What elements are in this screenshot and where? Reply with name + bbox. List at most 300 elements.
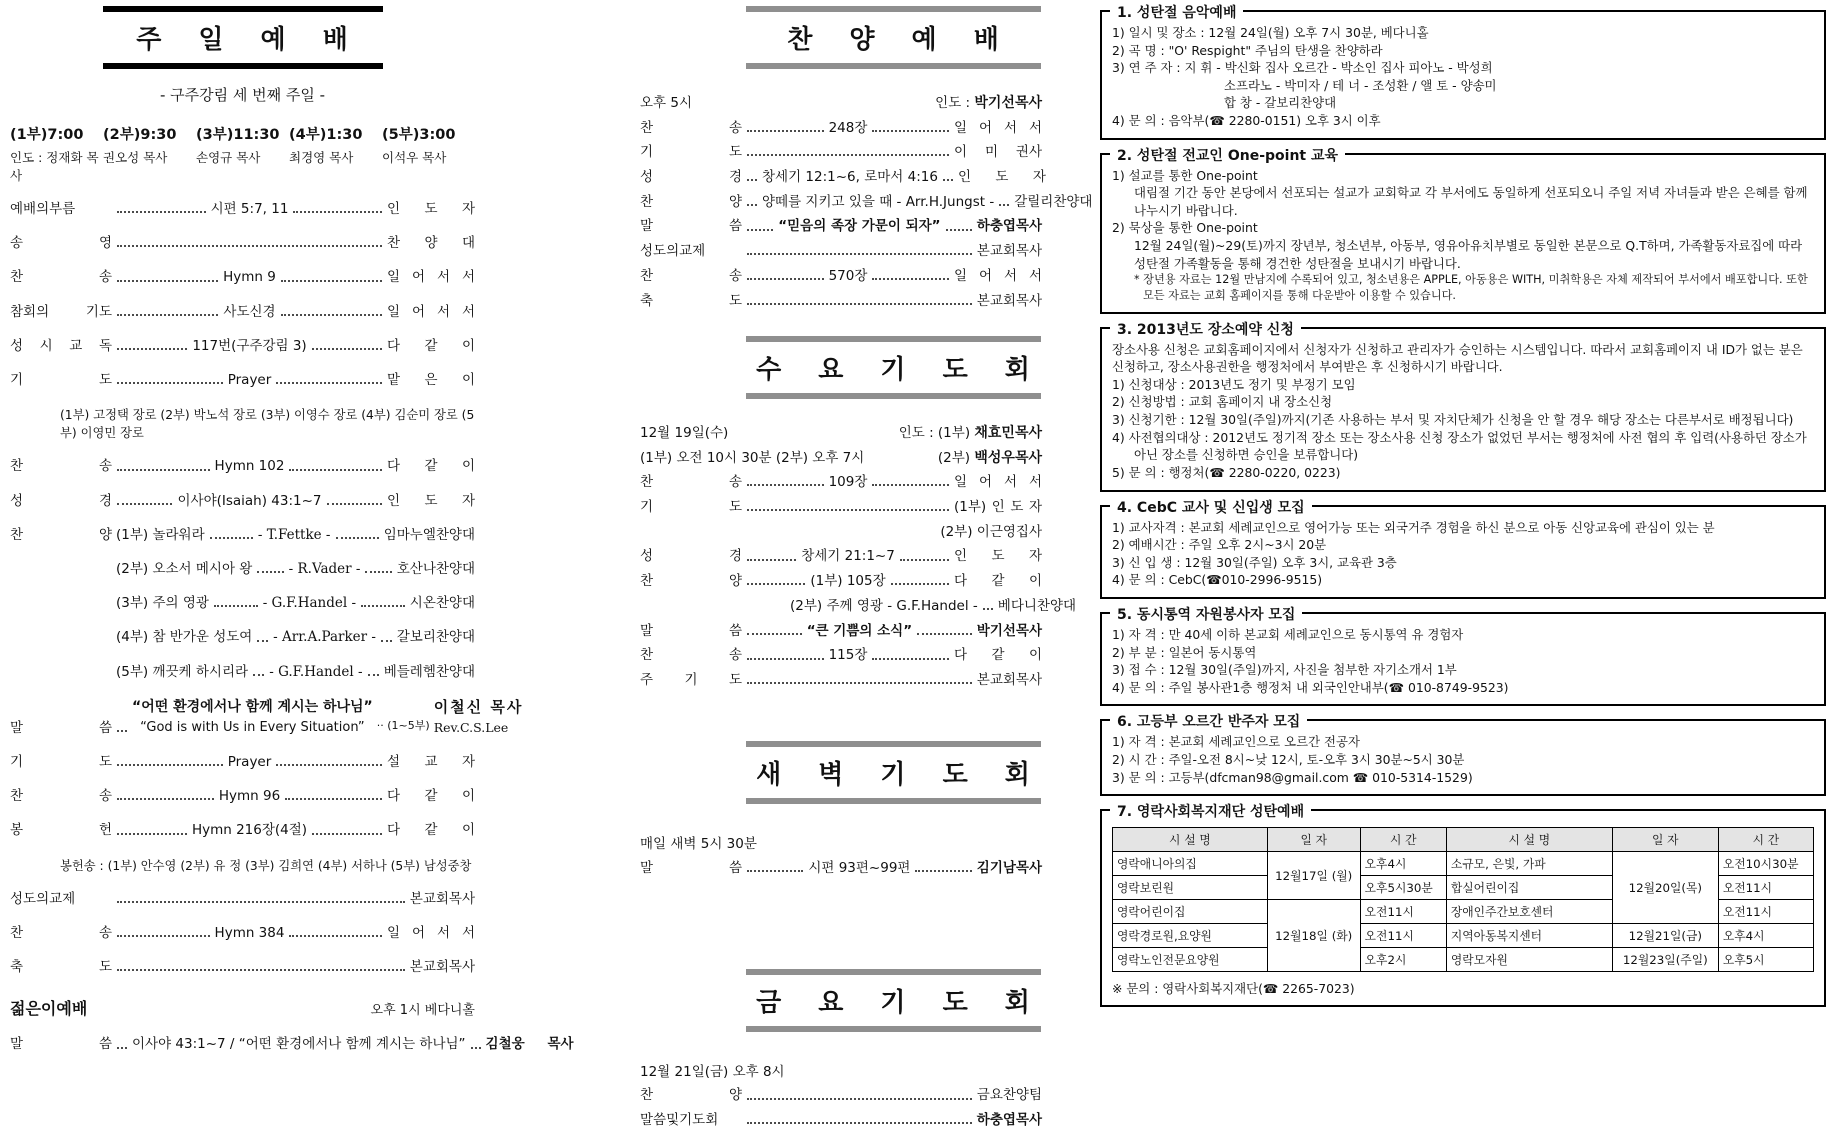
dotted-leader xyxy=(117,933,210,937)
dotted-leader xyxy=(891,581,949,585)
worship-row xyxy=(10,663,475,681)
sunday-worship-section xyxy=(10,0,574,1070)
praise-time: 오후 5시 xyxy=(640,95,693,111)
service-time-column xyxy=(196,123,289,184)
row-center: Prayer xyxy=(227,753,272,770)
table-header-cell: 일 자 xyxy=(1267,828,1360,852)
row-label: 송 영 xyxy=(10,235,112,252)
dotted-leader xyxy=(915,868,971,872)
dawn-time: 매일 새벽 5시 30분 xyxy=(640,836,757,853)
row-right: 다 같 이 xyxy=(954,647,1042,664)
notice-line: 12월 24일(월)~29(토)까지 장년부, 청소년부, 아동부, 영유아유치부별로 동일한 본문으로 Q.T하며, 가족활동자료집에 따라 성탄절 가족활동을 통해 경건한 성탄절을 보내시기 바랍니다. xyxy=(1134,238,1803,271)
row-label: 찬 양 xyxy=(640,193,742,210)
row-right: 일 어 서 서 xyxy=(954,267,1042,284)
row-right: 하충엽목사 xyxy=(976,1112,1042,1129)
dotted-leader xyxy=(747,251,972,255)
notice-line: 3) 접 수 : 12월 30일(주일)까지, 사진을 첨부한 자기소개서 1부 xyxy=(1112,662,1457,678)
dotted-leader xyxy=(747,152,949,156)
table-cell: 오전11시 xyxy=(1718,900,1813,924)
worship-row xyxy=(640,292,1042,310)
row-label: 말씀및기도회 xyxy=(640,1112,719,1129)
table-cell: 오전11시 xyxy=(1360,924,1446,948)
row-right: 찬 양 대 xyxy=(387,235,475,252)
dotted-leader xyxy=(117,501,172,505)
notice-footer: ※ 문의 : 영락사회복지재단(☎ 2265-7023) xyxy=(1112,981,1355,997)
worship-row xyxy=(640,547,1042,565)
row-right: 맡 은 이 xyxy=(387,372,476,389)
worship-row xyxy=(10,958,475,976)
dotted-leader xyxy=(900,557,949,561)
table-header-cell: 시 설 명 xyxy=(1113,828,1268,852)
row-composer: - T.Fettke - xyxy=(257,526,331,543)
dotted-leader xyxy=(747,680,972,684)
worship-row xyxy=(640,267,1042,285)
notice-title: 3. 2013년도 장소예약 신청 xyxy=(1110,319,1301,339)
row-label: 찬 양 xyxy=(10,526,112,543)
wednesday-leader2 xyxy=(938,446,1042,467)
row-right: (1부) 인 도 자 xyxy=(954,498,1042,515)
dotted-leader xyxy=(747,631,802,635)
friday-prayer-title: 금 요 기 도 회 xyxy=(746,969,1041,1032)
row-center: Hymn 384 xyxy=(214,924,285,941)
row-label: 찬 송 xyxy=(10,924,112,941)
service-time-column xyxy=(10,123,103,184)
notice-line: 1) 설교를 통한 One-point xyxy=(1112,167,1258,183)
notice-line: 2) 신청방법 : 교회 홈페이지 내 장소신청 xyxy=(1112,394,1333,410)
row-right: 갈릴리찬양대 xyxy=(1014,193,1093,210)
table-cell: 영락노인전문요양원 xyxy=(1113,948,1268,972)
service-time-column xyxy=(103,123,196,184)
dotted-leader xyxy=(983,606,993,610)
table-cell: 소규모, 은빛, 가파 xyxy=(1446,852,1612,876)
wednesday-meta-line1 xyxy=(640,421,1042,442)
notice-line: 2) 예배시간 : 주일 오후 2시~3시 20분 xyxy=(1112,537,1327,553)
row-right: 인 도 자 xyxy=(954,548,1043,565)
sermon-title-en: “God is with Us in Every Situation” xyxy=(140,720,365,736)
youth-worship xyxy=(10,996,574,1053)
worship-row xyxy=(640,119,1042,137)
worship-row xyxy=(640,242,1042,260)
notice-line: 대림절 기간 동안 본당에서 선포되는 설교가 교회학교 각 부서에도 동일하게 선포되오니 주일 저녁 자녀들과 받은 은혜를 함께 나누시기 바랍니다. xyxy=(1134,185,1808,218)
dotted-leader xyxy=(117,243,382,247)
dawn-prayer-section xyxy=(640,741,1042,877)
notice-line: 2) 곡 명 : "O' Respight" 주님의 탄생을 찬양하라 xyxy=(1112,42,1383,58)
row-right: 박기선목사 xyxy=(976,622,1042,639)
notice-box-5 xyxy=(1100,606,1826,706)
dotted-leader xyxy=(747,1096,972,1100)
friday-order-of-worship xyxy=(640,1086,1042,1129)
sunday-worship-title: 주 일 예 배 xyxy=(103,6,383,69)
row-anthem-title: (3부) 주의 영광 xyxy=(116,595,209,612)
dotted-leader xyxy=(747,276,824,280)
worship-row xyxy=(640,473,1042,491)
worship-row xyxy=(640,646,1042,664)
sermon-note: ·· (1~5부) xyxy=(376,719,430,733)
notice-box-4 xyxy=(1100,499,1826,599)
row-center: 109장 xyxy=(828,474,868,491)
row-center: 시편 5:7, 11 xyxy=(210,201,289,217)
notice-line: 4) 문 의 : 주일 봉사관1층 행정처 내 외국인안내부(☎ 010-8749-9523) xyxy=(1112,679,1509,695)
row-label: 찬 양 xyxy=(640,573,742,590)
dotted-leader xyxy=(747,227,773,231)
dotted-leader xyxy=(747,482,824,486)
row-right: 일 어 서 서 xyxy=(387,924,475,941)
dotted-leader xyxy=(257,569,283,573)
worship-row xyxy=(640,143,1042,161)
row-right: 본교회목사 xyxy=(976,292,1042,309)
row-anthem-title: (1부) 놀라워라 xyxy=(116,526,205,543)
dotted-leader xyxy=(117,346,187,350)
worship-row xyxy=(10,821,475,839)
worship-row xyxy=(10,526,475,544)
row-right: 본교회목사 xyxy=(409,890,475,907)
notice-box-7 xyxy=(1100,804,1826,1007)
row-label: 찬 양 xyxy=(640,1087,742,1104)
row-center: 570장 xyxy=(828,267,868,284)
table-row xyxy=(1113,948,1814,972)
table-cell: 오전10시30분 xyxy=(1718,852,1813,876)
worship-row xyxy=(10,371,475,389)
dotted-leader xyxy=(872,128,949,132)
dotted-leader xyxy=(872,482,949,486)
row-right: (2부) 이근영집사 xyxy=(940,523,1042,540)
worship-row xyxy=(640,597,1077,615)
worship-row xyxy=(10,268,475,286)
row-right: 설 교 자 xyxy=(387,753,476,770)
row-right: 본교회목사 xyxy=(976,243,1042,260)
table-cell: 지역아동복지센터 xyxy=(1446,924,1612,948)
table-cell: 오전11시 xyxy=(1718,876,1813,900)
wednesday-leader1-name: 채효민목사 xyxy=(974,424,1042,441)
row-right: 김철웅 목사 xyxy=(485,1036,574,1053)
worship-row xyxy=(10,492,475,510)
row-right: 일 어 서 서 xyxy=(387,303,476,320)
table-cell: 오후2시 xyxy=(1360,948,1446,972)
notice-box-2 xyxy=(1100,147,1826,314)
row-label: 주 기 도 xyxy=(640,672,742,688)
notice-line: 소프라노 - 박미자 / 테 너 - 조성환 / 앨 토 - 양송미 xyxy=(1224,77,1497,93)
dotted-leader xyxy=(117,467,210,471)
row-right: 본교회목사 xyxy=(409,959,475,976)
worship-row xyxy=(640,523,1042,541)
notice-box-6 xyxy=(1100,714,1826,796)
dotted-leader xyxy=(747,557,796,561)
table-cell: 장애인주간보호센터 xyxy=(1446,900,1612,924)
service-leader: 권오성 목사 xyxy=(103,150,168,165)
worship-row xyxy=(10,1035,574,1053)
table-row xyxy=(1113,924,1814,948)
service-time: (4부)1:30 xyxy=(289,127,363,143)
dotted-leader xyxy=(872,656,949,660)
friday-meta xyxy=(640,1060,1042,1080)
table-cell: 영락경로원,요양원 xyxy=(1113,924,1268,948)
row-center: Hymn 96 xyxy=(218,788,281,805)
wednesday-date: 12월 19일(수) xyxy=(640,424,729,441)
notice-line: 2) 묵상을 통한 One-point xyxy=(1112,220,1258,236)
row-center: 117번(구주강림 3) xyxy=(192,337,307,354)
table-header-cell: 일 자 xyxy=(1612,828,1718,852)
sunday-worship-subtitle: - 구주강림 세 번째 주일 - xyxy=(159,86,326,104)
service-time: (1부)7:00 xyxy=(10,127,84,143)
table-cell: 12월23일(주일) xyxy=(1612,948,1718,972)
row-label: 말 씀 xyxy=(640,622,742,639)
row-right: 다 같 이 xyxy=(387,337,476,354)
wednesday-prayer-title: 수 요 기 도 회 xyxy=(746,336,1041,399)
worship-row xyxy=(640,1086,1042,1104)
row-label: 예배의부름 xyxy=(10,201,76,217)
sermon-preacher xyxy=(434,697,524,737)
row-label: 찬 송 xyxy=(640,647,742,664)
dotted-leader xyxy=(117,380,223,384)
table-cell: 12월20일(목) xyxy=(1612,852,1718,924)
dotted-leader xyxy=(999,202,1009,206)
row-label: 성 경 xyxy=(640,548,742,565)
worship-row xyxy=(10,924,475,942)
wednesday-leader2-prefix: (2부) xyxy=(937,449,975,466)
row-center: Hymn 9 xyxy=(223,269,276,286)
row-label: 기 도 xyxy=(10,753,112,770)
dotted-leader xyxy=(872,276,949,280)
row-center: 이사야(Isaiah) 43:1~7 xyxy=(177,492,322,509)
row-right: 본교회목사 xyxy=(976,672,1042,688)
row-center: 창세기 12:1~6, 로마서 4:16 xyxy=(762,168,938,185)
dotted-leader xyxy=(117,1045,127,1049)
wednesday-leader1-prefix: 인도 : (1부) xyxy=(898,424,975,441)
midweek-services-column xyxy=(640,0,1093,1136)
table-cell: 오후4시 xyxy=(1360,852,1446,876)
row-label: 기 도 xyxy=(640,498,742,515)
row-right: 갈보리찬양대 xyxy=(396,629,476,646)
dotted-leader xyxy=(289,467,382,471)
wednesday-prayer-section xyxy=(640,336,1077,689)
notice-title: 6. 고등부 오르간 반주자 모집 xyxy=(1110,711,1307,731)
row-center: “믿음의 족장 가문이 되자” xyxy=(778,218,941,235)
notice-line: 3) 신청기한 : 12월 30일(주일)까지(기존 사용하는 부서 및 자치단체가 신청을 안 할 경우 해당 장소는 다른부서로 배정됩니다) xyxy=(1112,412,1794,428)
row-label: 참회의 기도 xyxy=(10,303,112,320)
worship-row xyxy=(10,594,475,612)
table-header-cell: 시 설 명 xyxy=(1446,828,1612,852)
row-label: 성도의교제 xyxy=(10,890,76,907)
notices-column xyxy=(1100,0,1826,1020)
row-anthem-title: (5부) 깨끗케 하시리라 xyxy=(116,663,249,680)
dotted-leader xyxy=(281,312,382,316)
dotted-leader xyxy=(946,227,972,231)
wednesday-order-of-worship xyxy=(640,473,1077,689)
row-label: 말 씀 xyxy=(640,218,742,235)
praise-worship-meta xyxy=(640,91,1042,112)
dotted-leader xyxy=(117,796,214,800)
worship-row xyxy=(10,787,475,805)
notice-line: 3) 연 주 자 : 지 휘 - 박신화 집사 오르간 - 박소인 집사 피아노 - 박성희 xyxy=(1112,60,1493,76)
praise-worship-title: 찬 양 예 배 xyxy=(746,6,1041,69)
row-anthem-title: (2부) 오소서 메시아 왕 xyxy=(116,560,253,577)
worship-row xyxy=(10,337,475,355)
row-right: 다 같 이 xyxy=(387,822,475,839)
worship-row xyxy=(640,168,1046,186)
worship-row xyxy=(640,498,1042,516)
row-composer: - Arr.A.Parker - xyxy=(273,629,376,646)
service-time: (3부)11:30 xyxy=(196,127,280,143)
row-center: Hymn 216장(4절) xyxy=(191,822,308,839)
table-cell: 12월17일 (월) xyxy=(1267,852,1360,900)
row-label: 성 경 xyxy=(640,168,742,185)
dotted-leader xyxy=(917,631,972,635)
dotted-leader xyxy=(214,603,258,607)
dotted-leader xyxy=(117,209,206,213)
worship-row xyxy=(10,200,475,218)
row-label: 기 도 xyxy=(640,144,742,161)
dotted-leader xyxy=(312,346,382,350)
row-right: 일 어 서 서 xyxy=(954,119,1042,136)
row-label: 찬 송 xyxy=(10,269,112,286)
worship-row xyxy=(10,890,475,908)
dotted-leader xyxy=(117,762,223,766)
wednesday-leader2-name: 백성우목사 xyxy=(974,449,1042,466)
table-cell: 영락애니아의집 xyxy=(1113,852,1268,876)
table-head xyxy=(1113,828,1814,852)
friday-prayer-section xyxy=(640,969,1042,1129)
preacher-name: 이철신 목사 xyxy=(433,697,524,716)
row-right: 일 어 서 서 xyxy=(954,474,1042,491)
row-center: 115장 xyxy=(828,647,868,664)
row-right: 김기남목사 xyxy=(976,859,1042,876)
notice-line: 장소사용 신청은 교회홈페이지에서 신청자가 신청하고 관리자가 승인하는 시스템입니다. 따라서 교회홈페이지 내 ID가 없는 분은 신청하고, 장소사용권한을 행정처에서 부여받은 후 신청하시기 바랍니다. xyxy=(1112,341,1803,375)
dotted-leader xyxy=(747,177,757,181)
notice-line: 4) 사전협의대상 : 2012년도 정기적 장소 또는 장소사용 신청 장소가 없었던 부서는 행정처에 사전 협의 후 입력(사용하던 장소가 아닌 장소를 신청하면 승인을 보류합니다) xyxy=(1112,429,1807,463)
dotted-leader xyxy=(117,312,218,316)
service-time-column xyxy=(382,123,475,184)
service-times-strip xyxy=(10,123,475,184)
wednesday-times: (1부) 오전 10시 30분 (2부) 오후 7시 xyxy=(640,449,865,466)
row-center: 창세기 21:1~7 xyxy=(801,548,895,565)
row-right: 금요찬양팀 xyxy=(976,1087,1042,1104)
table-cell: 오전11시 xyxy=(1360,900,1446,924)
worship-row xyxy=(10,234,475,252)
dotted-leader xyxy=(117,967,405,971)
row-right: 일 어 서 서 xyxy=(387,269,476,286)
dotted-leader xyxy=(747,202,757,206)
row-label: 말 씀 xyxy=(10,1036,112,1053)
worship-row xyxy=(640,217,1042,235)
wednesday-meta-line2 xyxy=(640,446,1042,467)
youth-order-of-worship xyxy=(10,1035,574,1053)
notice-line: 5) 문 의 : 행정처(☎ 2280-0220, 0223) xyxy=(1112,464,1341,480)
dotted-leader xyxy=(471,1045,481,1049)
notice-box-1 xyxy=(1100,5,1826,140)
worship-row xyxy=(640,572,1042,590)
dotted-leader xyxy=(117,278,218,282)
row-center: 사도신경 xyxy=(223,303,276,320)
worship-row xyxy=(10,628,475,646)
row-right: 시온찬양대 xyxy=(409,595,475,612)
service-time: (5부)3:00 xyxy=(382,127,456,143)
sermon-title-ko: “어떤 환경에서나 함께 계시는 하나님” xyxy=(132,698,373,715)
dotted-leader xyxy=(210,535,253,539)
dotted-leader xyxy=(747,868,803,872)
table-cell: 12월18일 (화) xyxy=(1267,900,1360,972)
wednesday-leader1 xyxy=(899,421,1042,442)
worship-row xyxy=(10,697,524,737)
worship-row xyxy=(640,671,1042,689)
dotted-leader xyxy=(381,638,392,642)
worship-row xyxy=(10,560,475,578)
table-header-cell: 시 간 xyxy=(1718,828,1813,852)
row-right: 베다니찬양대 xyxy=(997,597,1077,614)
dawn-meta xyxy=(640,832,1042,852)
row-center: (1부) 105장 xyxy=(810,573,886,590)
dotted-leader xyxy=(276,380,382,384)
dotted-leader xyxy=(747,656,824,660)
table-header-row xyxy=(1113,828,1814,852)
dotted-leader xyxy=(285,796,382,800)
row-center: Prayer xyxy=(227,372,272,389)
row-label: 기 도 xyxy=(10,372,112,389)
sunday-order-of-worship xyxy=(10,200,524,976)
dotted-leader xyxy=(293,209,382,213)
dotted-leader xyxy=(117,728,127,732)
row-label: 찬 송 xyxy=(640,474,742,491)
row-right: 베들레헴찬양대 xyxy=(383,663,476,680)
worship-row xyxy=(640,193,1093,211)
notice-title: 4. CebC 교사 및 신입생 모집 xyxy=(1110,497,1312,517)
notice-line: 1) 신청대상 : 2013년도 정기 및 부정기 모임 xyxy=(1112,376,1356,392)
preacher-name-en: Rev.C.S.Lee xyxy=(433,720,509,736)
row-right: 이 미 권사 xyxy=(954,144,1042,161)
row-composer: - G.F.Handel - xyxy=(269,663,363,680)
youth-worship-title: 젊은이예배 xyxy=(10,999,88,1019)
welfare-schedule-table xyxy=(1112,827,1814,972)
row-right: 인 도 자 xyxy=(387,492,476,509)
service-time-column xyxy=(289,123,382,184)
row-right: 다 같 이 xyxy=(954,573,1043,590)
dotted-leader xyxy=(312,831,382,835)
service-leader: 인도 : 정재화 목사 xyxy=(10,150,99,183)
dotted-leader xyxy=(747,581,805,585)
row-center: 248장 xyxy=(828,119,868,136)
dotted-leader xyxy=(257,638,268,642)
dotted-leader xyxy=(365,569,391,573)
worship-row xyxy=(10,457,475,475)
dotted-leader xyxy=(361,603,405,607)
row-right: 호산나찬양대 xyxy=(396,560,476,577)
dotted-leader xyxy=(747,301,972,305)
dotted-leader xyxy=(281,278,382,282)
dawn-prayer-title: 새 벽 기 도 회 xyxy=(746,741,1041,804)
praise-leader-name: 박기선목사 xyxy=(974,95,1042,111)
row-label: 성 시 교 독 xyxy=(10,337,112,354)
row-right: 다 같 이 xyxy=(387,788,476,805)
dotted-leader xyxy=(117,899,405,903)
row-center: 이사야 43:1~7 / “어떤 환경에서나 함께 계시는 하나님” xyxy=(132,1036,466,1053)
service-leader: 손영규 목사 xyxy=(196,150,261,165)
dotted-leader xyxy=(253,672,264,676)
notice-line: 4) 문 의 : 음악부(☎ 2280-0151) 오후 3시 이후 xyxy=(1112,113,1381,129)
row-label: 말 씀 xyxy=(640,859,742,876)
row-right: 인 도 자 xyxy=(957,168,1046,185)
notice-line: 2) 시 간 : 주일-오전 8시~낮 12시, 토-오후 3시 30분~5시 30분 xyxy=(1112,752,1465,768)
service-leader: 최경영 목사 xyxy=(289,150,354,165)
row-right: 하충엽목사 xyxy=(976,218,1043,235)
row-label: 말 씀 xyxy=(10,719,112,736)
notice-line: 1) 일시 및 장소 : 12월 24일(월) 오후 7시 30분, 베다니홀 xyxy=(1112,25,1429,40)
service-time: (2부)9:30 xyxy=(103,127,177,143)
notice-line: 1) 자 격 : 만 40세 이하 본교회 세례교인으로 동시통역 유 경험자 xyxy=(1112,626,1464,642)
row-right: 인 도 자 xyxy=(387,201,475,217)
row-composer: - R.Vader - xyxy=(288,560,361,577)
notice-line: 3) 신 입 생 : 12월 30일(주일) 오후 3시, 교육관 3층 xyxy=(1112,554,1397,570)
table-cell: 영락보린원 xyxy=(1113,876,1268,900)
notice-title: 1. 성탄절 음악예배 xyxy=(1110,2,1243,22)
